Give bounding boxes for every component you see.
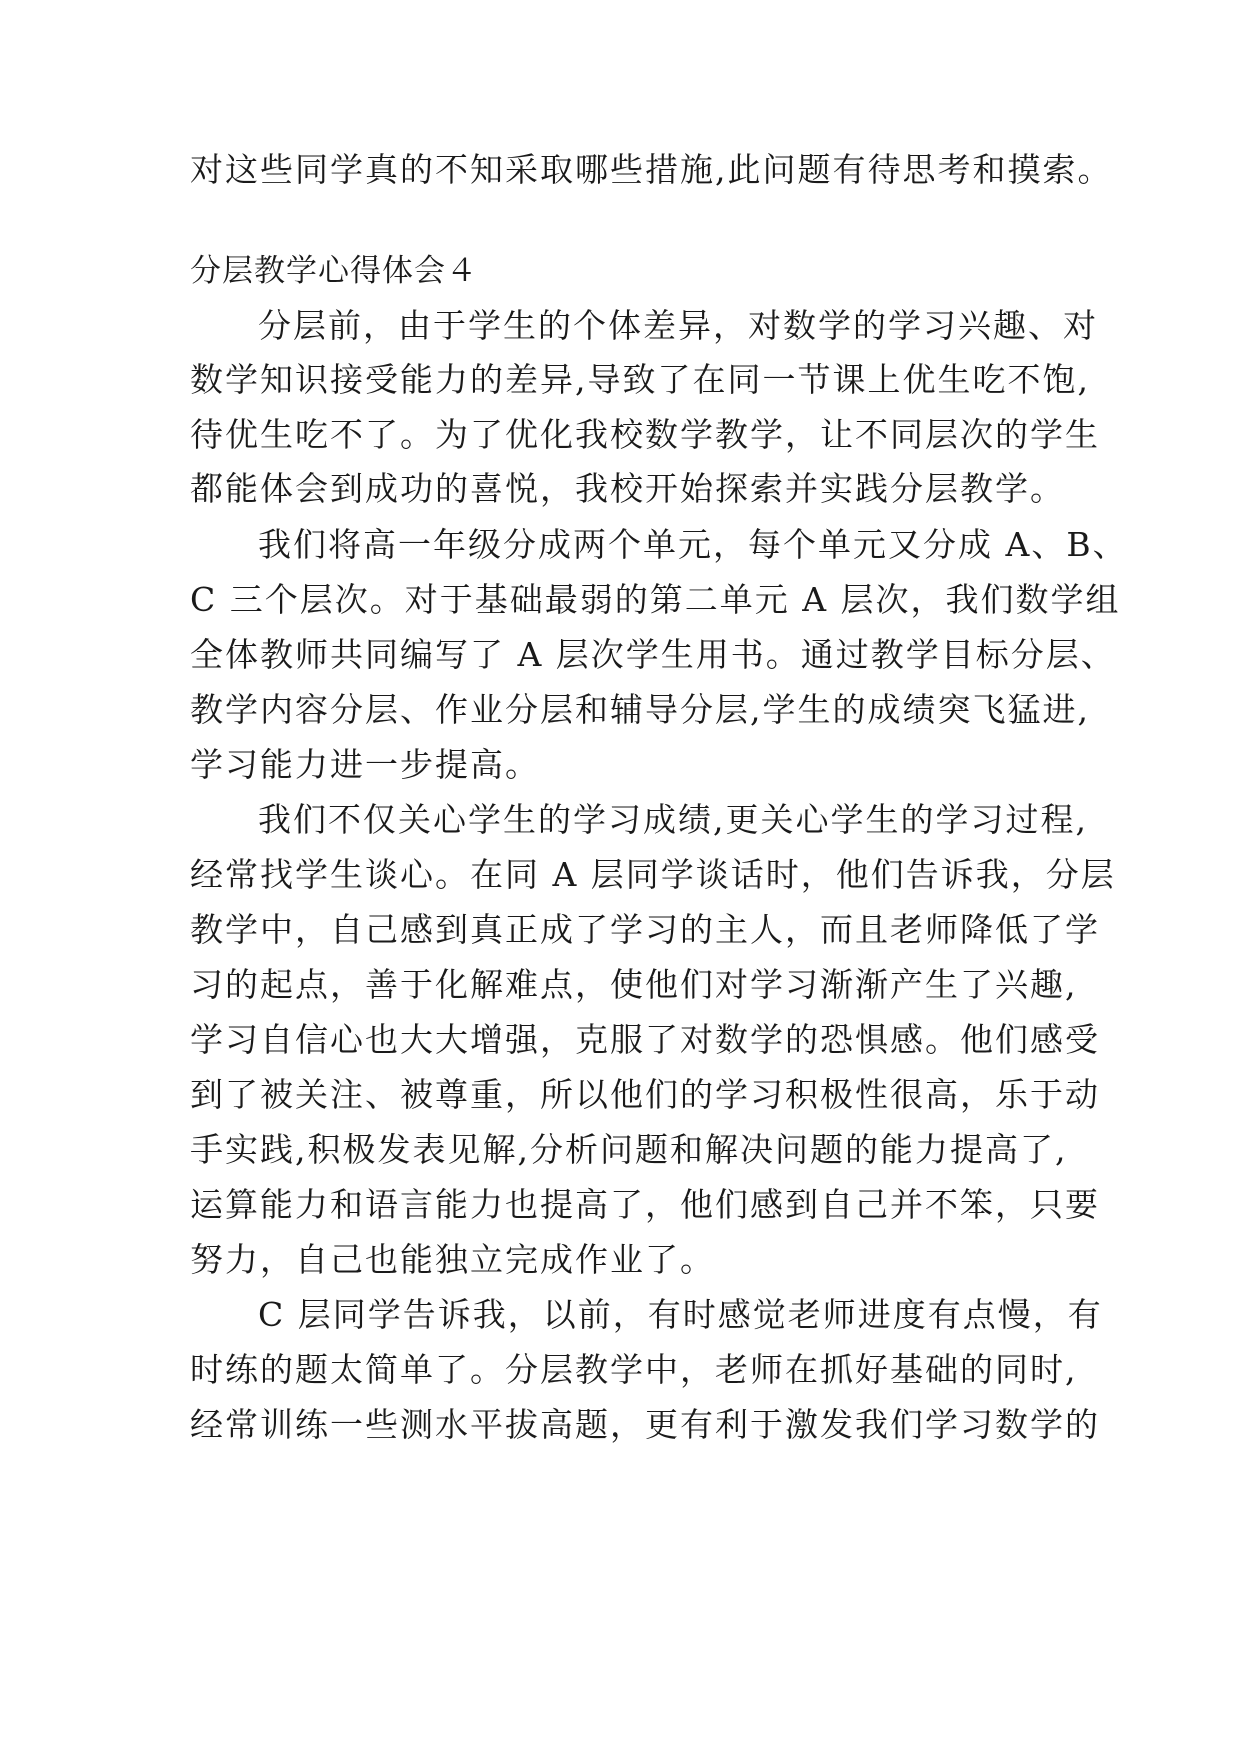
paragraph-line: 全体教师共同编写了 A 层次学生用书。通过教学目标分层、 [190,635,1116,674]
paragraph-line: 时练的题太简单了。分层教学中，老师在抓好基础的同时, [190,1350,1078,1389]
paragraph-line: 运算能力和语言能力也提高了，他们感到自己并不笨，只要 [190,1185,1100,1224]
paragraph-line: 都能体会到成功的喜悦，我校开始探索并实践分层教学。 [190,469,1065,508]
paragraph-line: 学习能力进一步提高。 [190,745,540,784]
paragraph-line: 经常找学生谈心。在同 A 层同学谈话时，他们告诉我，分层 [190,855,1116,894]
paragraph-line: 到了被关注、被尊重，所以他们的学习积极性很高，乐于动 [190,1075,1100,1114]
paragraph-line: 经常训练一些测水平拔高题，更有利于激发我们学习数学的 [190,1405,1100,1444]
paragraph-line: 待优生吃不了。为了优化我校数学教学，让不同层次的学生 [190,415,1100,454]
paragraph-line: 习的起点，善于化解难点，使他们对学习渐渐产生了兴趣, [190,965,1078,1004]
paragraph-line: 数学知识接受能力的差异,导致了在同一节课上优生吃不饱, [190,360,1090,399]
intro-line: 对这些同学真的不知采取哪些措施,此问题有待思考和摸索。 [190,150,1113,189]
paragraph-line: 努力，自己也能独立完成作业了。 [190,1240,715,1279]
paragraph-line: 教学内容分层、作业分层和辅导分层,学生的成绩突飞猛进, [190,690,1090,729]
paragraph-line: C 三个层次。对于基础最弱的第二单元 A 层次，我们数学组 [190,580,1121,619]
paragraph-line: C 层同学告诉我，以前，有时感觉老师进度有点慢，有 [258,1295,1103,1334]
paragraph-line: 我们不仅关心学生的学习成绩,更关心学生的学习过程, [258,800,1088,839]
paragraph-line: 我们将高一年级分成两个单元，每个单元又分成 A、B、 [258,525,1128,564]
paragraph-line: 手实践,积极发表见解,分析问题和解决问题的能力提高了, [190,1130,1068,1169]
paragraph-line: 学习自信心也大大增强，克服了对数学的恐惧感。他们感受 [190,1020,1100,1059]
paragraph-line: 教学中，自己感到真正成了学习的主人，而且老师降低了学 [190,910,1100,949]
section-title: 分层教学心得体会４ [190,253,478,289]
paragraph-line: 分层前，由于学生的个体差异，对数学的学习兴趣、对 [258,306,1098,345]
